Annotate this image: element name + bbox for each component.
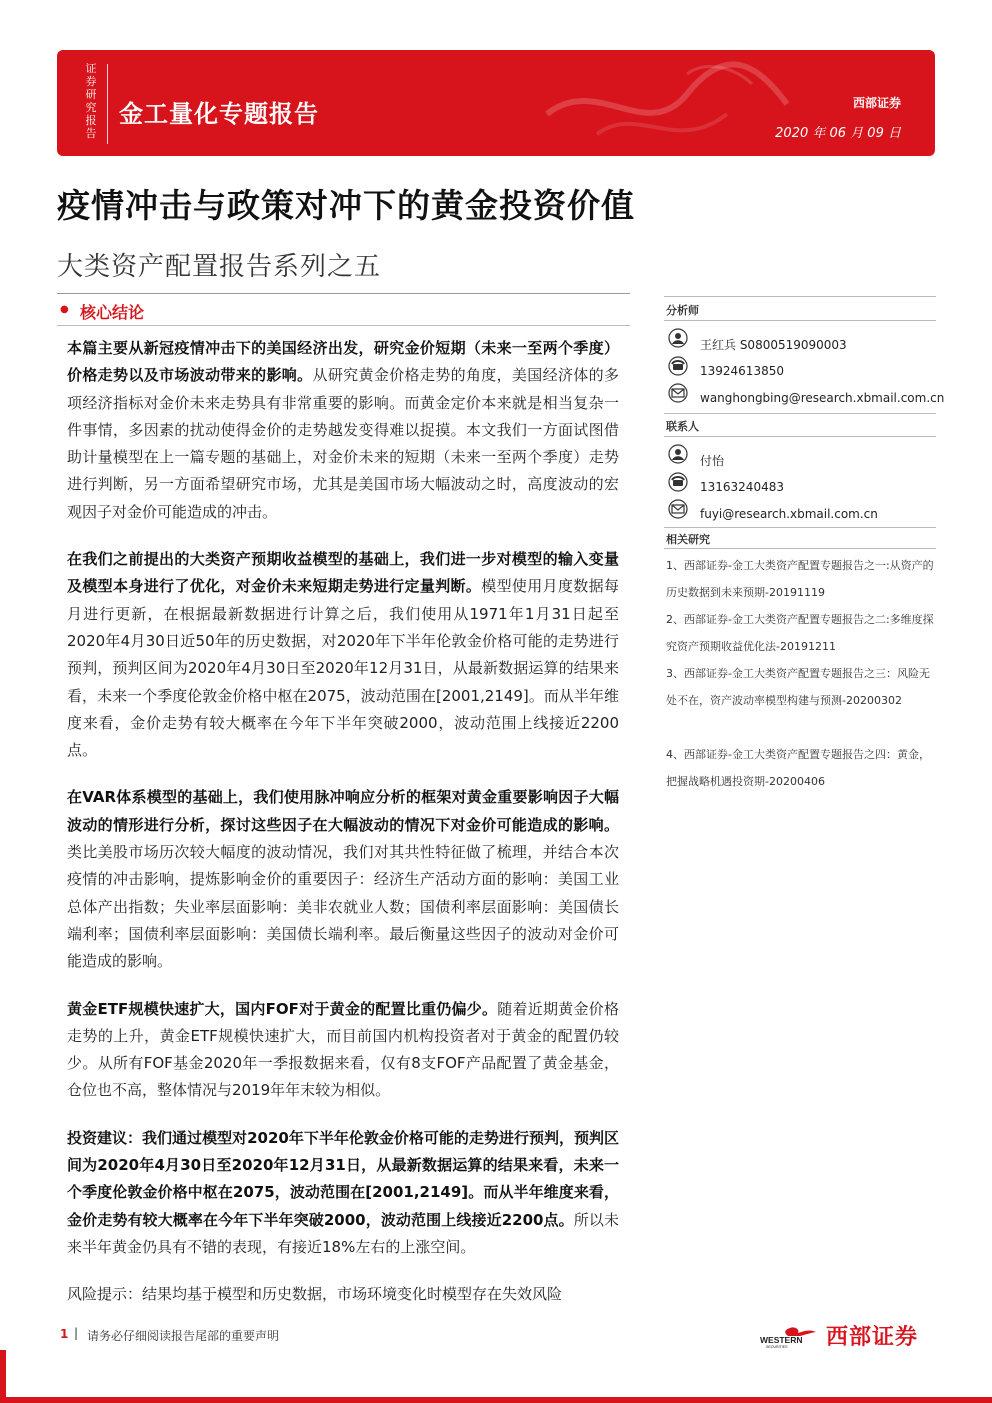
paragraph [67,996,619,1105]
vertical-label: 证券研究报告 [85,62,97,140]
page-title: 疫情冲击与政策对冲下的黄金投资价值 [57,186,635,225]
mail-icon [667,383,689,403]
logo-en-text: WESTERN [760,1335,803,1345]
analyst-heading: 分析师 [666,304,699,317]
person-icon [667,328,689,348]
contact-heading: 联系人 [666,420,699,433]
paragraph-body: 随着近期黄金价格走势的上升，黄金ETF规模快速扩大，而目前国内机构投资者对于黄金的配置仍较少。从所有FOF基金2020年一季报数据来看，仅有8支FOF产品配置了黄金基金，仓位也不高，整体情况与2019年年末较为相似。 [67,999,619,1100]
analyst-email: wanghongbing@research.xbmail.com.cn [700,391,945,405]
footer-disclaimer: 请务必仔细阅读报告尾部的重要声明 [87,1329,280,1343]
western-logo [760,1327,818,1349]
contact-email: fuyi@research.xbmail.com.cn [700,507,878,521]
paragraph [67,335,619,526]
related-heading: 相关研究 [666,533,710,546]
bottom-accent-bar [0,1397,992,1403]
paragraph-lead: 在VAR体系模型的基础上，我们使用脉冲响应分析的框架对黄金重要影响因子大幅波动的情形进行分析，探讨这些因子在大幅波动的情况下对金价可能造成的影响。 [67,788,619,834]
company-logo-text: 西部证券 [826,1325,919,1350]
report-type: 金工量化专题报告 [119,100,319,128]
banner-decoration [537,54,797,154]
paragraph-lead: 投资建议：我们通过模型对2020年下半年伦敦金价格可能的走势进行预判，预判区间为2020年4月30日至2020年12月31日，从最新数据运算的结果来看，未来一个季度伦敦金价格中枢在2075，波动范围在[2001,2149]。而从半年维度来看，金价走势有较大概率在今年下半年突破2000，波动范围上线接近2200点。 [67,1128,619,1229]
paragraph-body: 从研究黄金价格走势的角度，美国经济体的多项经济指标对金价未来走势具有非常重要的影响。而黄金定价本来就是相当复杂一件事情，多因素的扰动使得金价的走势越发变得难以捉摸。本文我们一方面试图借助计量模型在上一篇专题的基础上，对金价未来的短期（未来一至两个季度）走势进行判断，另一方面希望研究市场，尤其是美国市场大幅波动之时，高度波动的宏观因子对金价可能造成的冲击。 [67,366,619,521]
analyst-name: 王红兵 S0800519090003 [700,338,847,352]
paragraph-lead: 在我们之前提出的大类资产预期收益模型的基础上，我们进一步对模型的输入变量及模型本身进行了优化，对金价未来短期走势进行定量判断。 [67,550,619,596]
phone-icon [667,472,689,492]
phone-icon [667,356,689,376]
section-bullet: ● [60,304,69,315]
analyst-phone: 13924613850 [700,364,784,378]
divider [664,548,936,549]
section-heading: 核心结论 [80,303,145,322]
divider [664,296,936,297]
banner-divider [107,64,108,144]
paragraph-lead: 本篇主要从新冠疫情冲击下的美国经济出发，研究金价短期（未来一至两个季度）价格走势以及市场波动带来的影响。 [67,339,619,385]
paragraph-body: 所以未来半年黄金仍具有不错的表现，有接近18%左右的上涨空间。 [67,1210,619,1256]
related-report[interactable]: 3、西部证券-金工大类资产配置专题报告之三：风险无处不在，资产波动率模型构建与预测-20200302 [666,667,930,707]
related-report[interactable]: 1、西部证券-金工大类资产配置专题报告之一:从资产的历史数据到未来预期-20191119 [666,559,934,599]
paragraph-body: 模型使用月度数据每月进行更新，在根据最新数据进行计算之后，我们使用从1971年1月31日起至2020年4月30日近50年的历史数据，对2020年下半年伦敦金价格可能的走势进行预判，预判区间为2020年4月30日至2020年12月31日，从最新数据运算的结果来看，未来一个季度伦敦金价格中枢在2075，波动范围在[2001,2149]。而从半年维度来看，金价走势有较大概率在今年下半年突破2000，波动范围上线接近2200点。 [67,577,619,760]
paragraph [67,784,619,975]
person-icon [667,444,689,464]
divider [57,293,630,294]
divider [57,325,630,326]
header-banner [57,50,935,156]
divider [664,413,936,414]
risk-note [67,1281,619,1308]
paragraph-body: 类比美股市场历次较大幅度的波动情况，我们对其共性特征做了梳理，并结合本次疫情的冲击影响，提炼影响金价的重要因子：经济生产活动方面的影响：美国工业总体产出指数；失业率层面影响：美非农就业人数；国债利率层面影响：美国债长端利率；国债利率层面影响：美国债长端利率。最后衡量这些因子的波动对金价可能造成的影响。 [67,843,619,971]
divider [664,320,936,321]
divider [664,527,936,528]
footer-separator: | [74,1326,79,1340]
corner-accent [0,1350,6,1403]
paragraph-lead: 黄金ETF规模快速扩大，国内FOF对于黄金的配置比重仍偏少。 [67,999,498,1018]
mail-icon [667,499,689,519]
page-number: 1 [60,1327,69,1341]
divider [664,436,936,437]
report-date: 2020 年 06 月 09 日 [775,126,901,141]
body-text [67,335,619,1329]
page-subtitle: 大类资产配置报告系列之五 [57,252,382,282]
paragraph [67,546,619,764]
contact-name: 付怡 [700,454,725,468]
related-report[interactable]: 4、西部证券-金工大类资产配置专题报告之四：黄金，把握战略机遇投资期-20200406 [666,748,930,788]
paragraph [67,1125,619,1261]
logo-en-subtext: SECURITIES [766,1345,788,1349]
paragraph-body: 风险提示：结果均基于模型和历史数据，市场环境变化时模型存在失效风险 [67,1285,563,1304]
banner-company: 西部证券 [852,96,901,110]
contact-phone: 13163240483 [700,480,784,494]
related-report[interactable]: 2、西部证券-金工大类资产配置专题报告之二:多维度探究资产预期收益优化法-20191211 [666,613,934,653]
